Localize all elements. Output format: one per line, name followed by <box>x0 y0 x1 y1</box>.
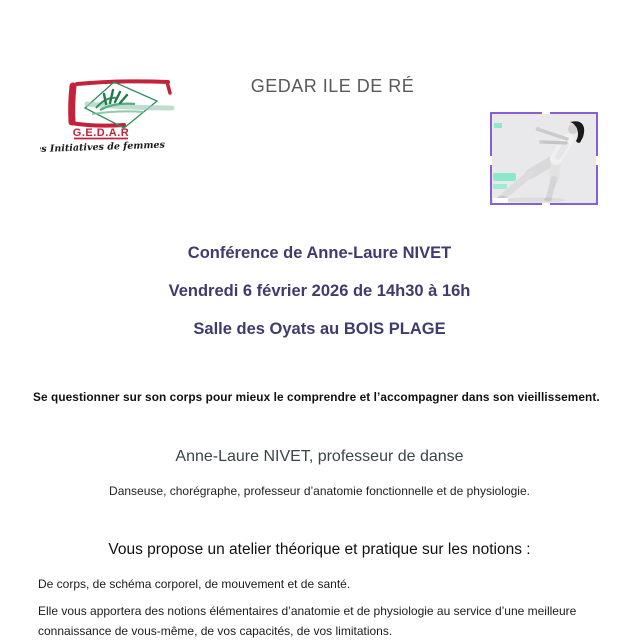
logo-red-hook <box>167 82 170 93</box>
photo-border-notch-left <box>490 156 492 165</box>
speaker-name: Anne-Laure NIVET, professeur de danse <box>175 448 464 465</box>
speaker-bio: Danseuse, chorégraphe, professeur d’anatomie fonctionnelle et de physiologie. <box>109 484 530 498</box>
mint-mark-top <box>494 123 502 128</box>
logo-tagline: Des Initiatives de femmes <box>40 139 166 156</box>
event-location-line: Salle des Oyats au BOIS PLAGE <box>193 320 446 338</box>
workshop-topics: De corps, de schéma corporel, de mouvement et de santé. <box>38 577 351 591</box>
logo-red-vertical-stroke <box>72 86 73 122</box>
event-date-line: Vendredi 6 février 2026 de 14h30 à 16h <box>168 282 471 300</box>
workshop-heading: Vous propose un atelier théorique et pratique sur les notions : <box>108 541 531 558</box>
photo-corner-label <box>493 198 508 203</box>
photo-border-notch-bottom <box>542 203 550 205</box>
dancer-illustration <box>492 114 596 203</box>
page-title: GEDAR ILE DE RÉ <box>250 76 415 96</box>
gedar-logo <box>40 70 180 162</box>
dancer-arm-lower <box>543 142 566 143</box>
gedar-logo-graphic <box>40 70 175 162</box>
mint-mark-middle <box>493 173 516 181</box>
workshop-description-line-2: connaissance de vous-même, de vos capacités, de vos limitations. <box>38 624 393 638</box>
intro-text: Se questionner sur son corps pour mieux le comprendre et l’accompagner dans son vieillissement. <box>33 390 600 404</box>
photo-border-notch-top <box>542 112 550 114</box>
workshop-description-line-1: Elle vous apportera des notions élémentaires d’anatomie et de physiologie au service d’une meilleure <box>38 604 577 618</box>
logo-red-top-stroke <box>77 81 168 84</box>
event-title-line: Conférence de Anne-Laure NIVET <box>187 244 452 262</box>
dancer-front-foot <box>544 198 552 202</box>
mint-mark-lower <box>493 184 507 189</box>
photo-border-notch-right <box>596 156 598 165</box>
logo-acronym: G.E.D.A.R <box>72 127 130 139</box>
dancer-photo[interactable] <box>490 112 598 205</box>
